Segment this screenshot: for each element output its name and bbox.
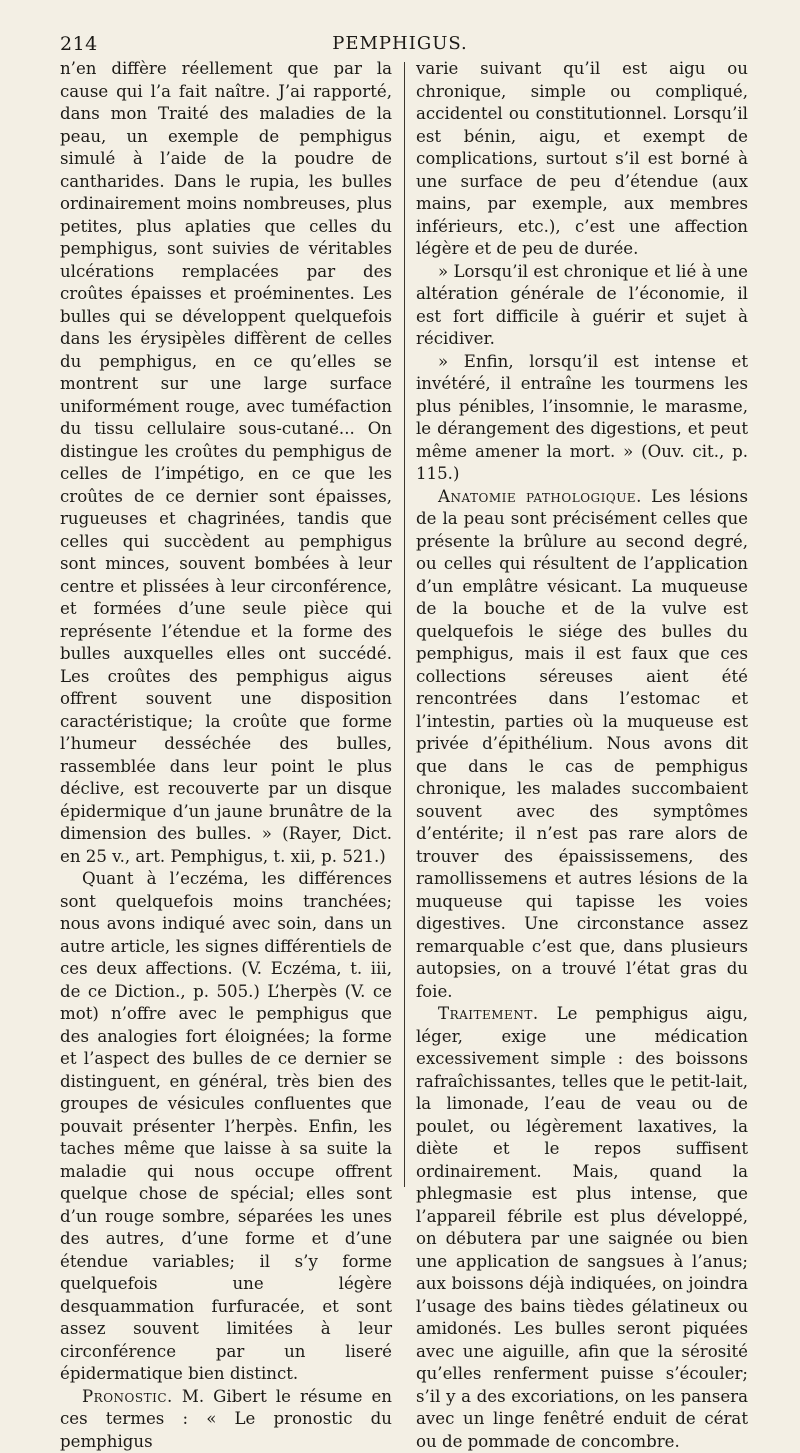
left-column: [60, 58, 392, 1453]
paragraph-chronic: » Lorsqu’il est chronique et lié à une altération générale de l’économie, il est fort difficile à guérir et sujet à récidiver.: [416, 261, 748, 351]
traitement-text: Le pemphigus aigu, léger, exige une médication excessivement simple : des boissons rafraîchissantes, telles que le petit-lait, la limonade, l’eau de veau ou de poulet, ou légèrement laxatives, la diète et le repos suffisent ordinairement. Mais, quand la phlegmasie est plus intense, que l’appareil fébrile est plus développé, on débutera par une saignée ou bien une application de sangsues à l’anus; aux boissons déjà indiquées, on joindra l’usage des bains tièdes gélatineux ou amidonés. Les bulles seront piquées avec une aiguille, afin que la sérosité qu’elles renferment puisse s’écouler; s’il y a des excoriations, on les pansera avec un linge fenêtré enduit de cérat ou de pommade de concombre.: [416, 1004, 748, 1451]
paragraph-diagnosis-end: n’en diffère réellement que par la cause qui l’a fait naître. J’ai rapporté, dans mon Traité des maladies de la peau, un exemple de pemphigus simulé à l’aide de la poudre de cantharides. Dans le rupia, les bulles ordinairement moins nombreuses, plus petites, plus aplaties que celles du pemphigus, sont suivies de véritables ulcérations remplacées par des croûtes épaisses et proéminentes. Les bulles qui se développent quelquefois dans les érysipèles diffèrent de celles du pemphigus, en ce qu’elles se montrent sur une large surface uniformément rouge, avec tuméfaction du tissu cellulaire sous-cutané... On distingue les croûtes du pemphigus de celles de l’impétigo, en ce que les croûtes de ce dernier sont épaisses, rugueuses et chagrinées, tandis que celles qui succèdent au pemphigus sont minces, souvent bombées à leur centre et plissées à leur circonférence, et formées d’une seule pièce qui représente l’étendue et la forme des bulles auxquelles elles ont succédé. Les croûtes des pemphigus aigus offrent souvent une disposition caractéristique; la croûte que forme l’humeur desséchée des bulles, rassemblée dans leur point le plus déclive, est recouverte par un disque épidermique d’un jaune brunâtre de la dimension des bulles. » (Rayer, Dict. en 25 v., art. Pemphigus, t. xii, p. 521.): [60, 58, 392, 868]
paragraph-intense: » Enfin, lorsqu’il est intense et invétéré, il entraîne les tourmens les plus pénibles, l’insomnie, le marasme, le dérangement des digestions, et peut même amener la mort. » (Ouv. cit., p. 115.): [416, 351, 748, 486]
paragraph-traitement: [416, 1003, 748, 1453]
anatomie-text: Les lésions de la peau sont précisément celles que présente la brûlure au second degré, ou celles qui résultent de l’application d’un emplâtre vésicant. La muqueuse de la bouche et de la vulve est quelquefois le siége des bulles du pemphigus, mais il est faux que ces collections séreuses aient été rencontrées dans l’estomac et l’intestin, parties où la muqueuse est privée d’épithélium. Nous avons dit que dans le cas de pemphigus chronique, les malades succombaient souvent avec des symptômes d’entérite; il n’est pas rare alors de trouver des épaississemens, des ramollissemens et autres lésions de la muqueuse qui tapisse les voies digestives. Une circonstance assez remarquable c’est que, dans plusieurs autopsies, on a trouvé l’état gras du foie.: [416, 487, 748, 1001]
paragraph-pronostic-cont: varie suivant qu’il est aigu ou chronique, simple ou compliqué, accidentel ou constitutionnel. Lorsqu’il est bénin, aigu, et exempt de complications, surtout s’il est borné à une surface de peu d’étendue (aux mains, par exemple, aux membres inférieurs, etc.), c’est une affection légère et de peu de durée.: [416, 58, 748, 261]
column-divider: [404, 62, 405, 1187]
page-number: 214: [60, 33, 98, 55]
traitement-heading: Traitement.: [438, 1004, 539, 1023]
pronostic-text: M. Gibert le résume en ces termes : « Le pronostic du pemphigus: [60, 1387, 392, 1451]
paragraph-pronostic: [60, 1386, 392, 1453]
paragraph-eczema-herpes: Quant à l’eczéma, les différences sont quelquefois moins tranchées; nous avons indiqué avec soin, dans un autre article, les signes différentiels de ces deux affections. (V. Eczéma, t. iii, de ce Diction., p. 505.) L’herpès (V. ce mot) n’offre avec le pemphigus que des analogies fort éloignées; la forme et l’aspect des bulles de ce dernier se distinguent, en général, très bien des groupes de vésicules confluentes que pouvait présenter l’herpès. Enfin, les taches même que laisse à sa suite la maladie qui nous occupe offrent quelque chose de spécial; elles sont d’un rouge sombre, séparées les unes des autres, d’une forme et d’une étendue variables; il s’y forme quelquefois une légère desquammation furfuracée, et sont assez souvent limitées à leur circonférence par un liseré épidermatique bien distinct.: [60, 868, 392, 1386]
paragraph-anatomie: [416, 486, 748, 1004]
running-title: PEMPHIGUS.: [0, 33, 800, 54]
pronostic-heading: Pronostic.: [82, 1387, 173, 1406]
right-column: [416, 58, 748, 1453]
anatomie-heading: Anatomie pathologique.: [438, 487, 642, 506]
